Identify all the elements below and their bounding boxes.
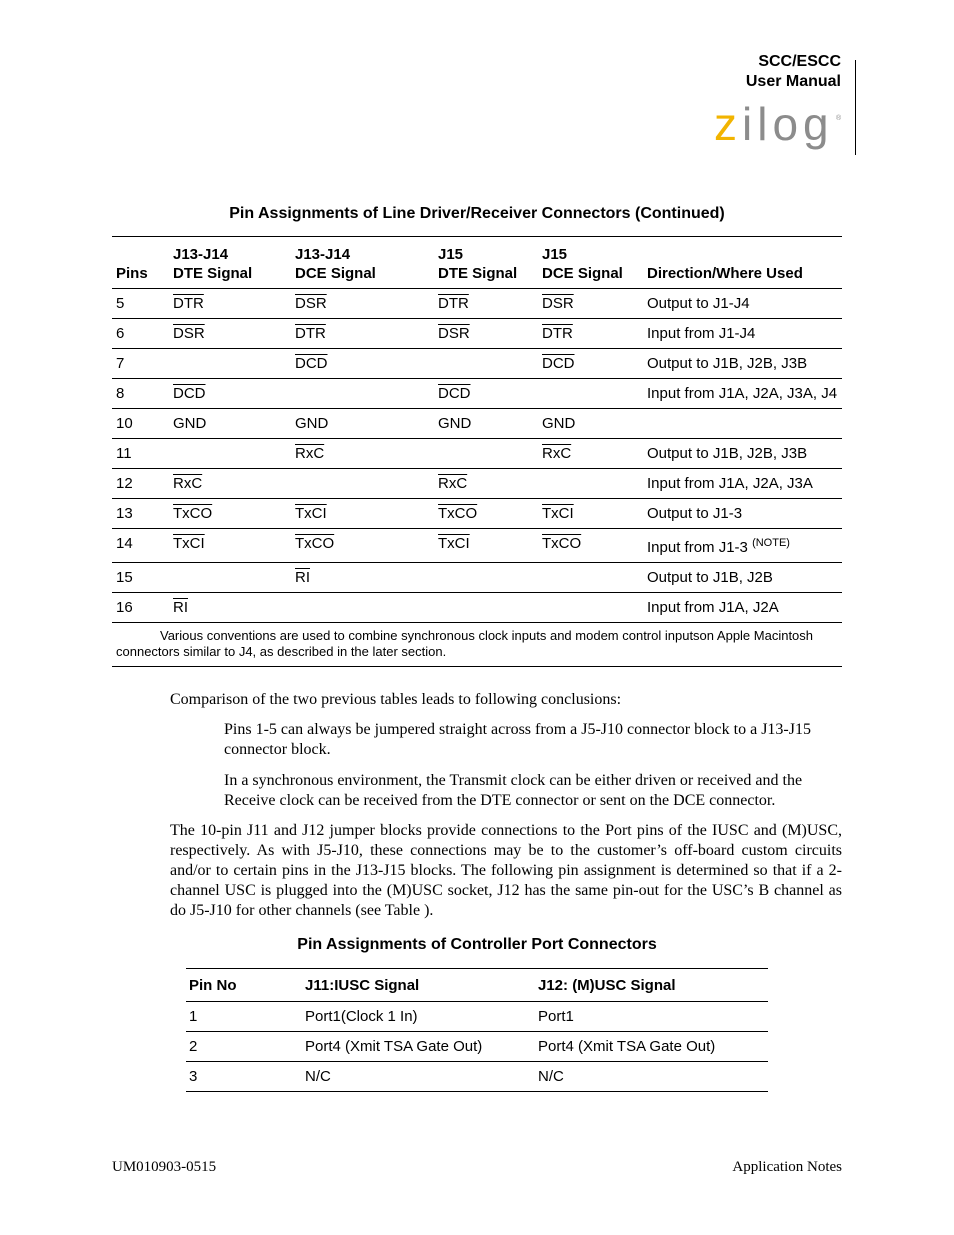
pin-cell: 14 — [112, 529, 169, 563]
signal-cell — [169, 563, 291, 593]
direction-cell: Input from J1-J4 — [643, 319, 842, 349]
table-row — [112, 409, 842, 439]
table-row — [112, 469, 842, 499]
signal-cell — [434, 439, 538, 469]
col-header-j15-dte: J15 DTE Signal — [434, 237, 538, 289]
pin-cell: 13 — [112, 499, 169, 529]
signal-cell: TxCO — [538, 529, 643, 563]
signal-cell: TxCO — [434, 499, 538, 529]
direction-cell: Input from J1A, J2A, J3A, J4 — [643, 379, 842, 409]
body-paragraph: The 10-pin J11 and J12 jumper blocks provide connections to the Port pins of the IUSC and (M)USC, respectively. As with J5-J10, these connections may be to the customer’s off-board custom circuits and/or to certain pins in the J13-J15 blocks. The following pin assignment is determined so that if a 2-channel USC is plugged into the (M)USC socket, J12 has the same pin-out for the USC’s B channel as do J5-J10 for other channels (see Table ). — [170, 822, 842, 919]
table-row — [112, 563, 842, 593]
table1-caption: Pin Assignments of Line Driver/Receiver Connectors (Continued) — [229, 205, 725, 222]
signal-cell: $\overline{DTR}$ — [538, 319, 643, 349]
signal-cell: GND — [169, 409, 291, 439]
direction-cell: Output to J1B, J2B, J3B — [643, 349, 842, 379]
document-header — [746, 52, 841, 92]
controller-port-table — [186, 968, 768, 1092]
pin-cell: 7 — [112, 349, 169, 379]
pin-cell: 11 — [112, 439, 169, 469]
signal-cell — [538, 469, 643, 499]
direction-cell: Input from J1A, J2A, J3A — [643, 469, 842, 499]
table-row — [112, 529, 842, 563]
col-header-direction: Direction/Where Used — [643, 237, 842, 289]
footer-section: Application Notes — [732, 1159, 842, 1175]
signal-cell — [434, 563, 538, 593]
table2-caption: Pin Assignments of Controller Port Connectors — [297, 936, 657, 953]
direction-cell: Output to J1-J4 — [643, 289, 842, 319]
table-row — [186, 1062, 768, 1092]
direction-cell: Output to J1-3 — [643, 499, 842, 529]
col-header-j15-dce: J15 DCE Signal — [538, 237, 643, 289]
col-header-j13-dte: J13-J14 DTE Signal — [169, 237, 291, 289]
signal-cell: $\overline{DSR}$ — [291, 289, 434, 319]
pin-cell: 12 — [112, 469, 169, 499]
signal-cell — [538, 379, 643, 409]
signal-cell: $\overline{RxC}$ — [434, 469, 538, 499]
signal-cell: Port1(Clock 1 In) — [302, 1002, 535, 1032]
table-row — [112, 499, 842, 529]
col-header-pins: Pins — [112, 237, 169, 289]
signal-cell: TxCO — [169, 499, 291, 529]
signal-cell: GND — [538, 409, 643, 439]
note-reference: (NOTE) — [752, 537, 790, 549]
direction-cell: Input from J1-3 $^{(NOTE)}$ — [643, 529, 842, 563]
pin-cell: 3 — [186, 1062, 302, 1092]
signal-cell: $\overline{RI}$ — [291, 563, 434, 593]
signal-cell — [169, 349, 291, 379]
signal-cell: TxCO — [291, 529, 434, 563]
table-row — [186, 1002, 768, 1032]
pin-cell: 1 — [186, 1002, 302, 1032]
signal-cell: N/C — [302, 1062, 535, 1092]
signal-cell: N/C — [535, 1062, 768, 1092]
signal-cell: $\overline{DSR}$ — [538, 289, 643, 319]
pin-cell: 2 — [186, 1032, 302, 1062]
signal-cell: Port1 — [535, 1002, 768, 1032]
signal-cell: TxCI — [291, 499, 434, 529]
signal-cell — [291, 469, 434, 499]
line-driver-pin-table — [112, 236, 842, 667]
signal-cell: $\overline{DCD}$ — [434, 379, 538, 409]
zilog-logo — [712, 104, 846, 158]
body-paragraph: Comparison of the two previous tables leads to following conclusions: — [170, 691, 622, 708]
table-note-row — [112, 623, 842, 667]
signal-cell — [538, 593, 643, 623]
pin-cell: 10 — [112, 409, 169, 439]
table-header-row — [186, 969, 768, 1002]
conclusion-paragraph: In a synchronous environment, the Transmit clock can be either driven or received and the Receive clock can be received from the DTE connector or sent on the DCE connector. — [224, 772, 803, 809]
table-header-row — [112, 237, 842, 289]
signal-cell — [169, 439, 291, 469]
signal-cell — [538, 563, 643, 593]
signal-cell: TxCI — [169, 529, 291, 563]
signal-cell — [434, 593, 538, 623]
signal-cell: $\overline{DCD}$ — [169, 379, 291, 409]
table-row — [186, 1032, 768, 1062]
table-row — [112, 289, 842, 319]
signal-cell: GND — [434, 409, 538, 439]
pin-cell: 6 — [112, 319, 169, 349]
table-note: Various conventions are used to combine synchronous clock inputs and modem control inputson Apple Macintosh connectors similar to J4, as described in the later section. — [112, 623, 842, 667]
direction-cell: Output to J1B, J2B — [643, 563, 842, 593]
table-row — [112, 379, 842, 409]
signal-cell: $\overline{DCD}$ — [291, 349, 434, 379]
signal-cell — [291, 379, 434, 409]
footer-doc-id: UM010903-0515 — [112, 1159, 217, 1175]
pin-cell: 16 — [112, 593, 169, 623]
direction-cell: Input from J1A, J2A — [643, 593, 842, 623]
registered-mark: ® — [836, 115, 842, 122]
signal-cell: $\overline{DTR}$ — [169, 289, 291, 319]
signal-cell: $\overline{RxC}$ — [291, 439, 434, 469]
direction-cell: Output to J1B, J2B, J3B — [643, 439, 842, 469]
logo-wordmark: zilog — [714, 104, 834, 150]
signal-cell: TxCI — [538, 499, 643, 529]
signal-cell: Port4 (Xmit TSA Gate Out) — [535, 1032, 768, 1062]
col-header-j11: J11:IUSC Signal — [302, 969, 535, 1002]
signal-cell: TxCI — [434, 529, 538, 563]
signal-cell: $\overline{DTR}$ — [291, 319, 434, 349]
table-row — [112, 439, 842, 469]
signal-cell: $\overline{DCD}$ — [538, 349, 643, 379]
col-header-j12: J12: (M)USC Signal — [535, 969, 768, 1002]
manual-title: User Manual — [745, 73, 841, 90]
signal-cell: $\overline{DSR}$ — [169, 319, 291, 349]
table-row — [112, 319, 842, 349]
col-header-j13-dce: J13-J14 DCE Signal — [291, 237, 434, 289]
pin-cell: 5 — [112, 289, 169, 319]
pin-cell: 15 — [112, 563, 169, 593]
product-name: SCC/ESCC — [758, 53, 841, 70]
signal-cell: $\overline{DTR}$ — [434, 289, 538, 319]
col-header-pin-no: Pin No — [186, 969, 302, 1002]
signal-cell: Port4 (Xmit TSA Gate Out) — [302, 1032, 535, 1062]
conclusion-paragraph: Pins 1-5 can always be jumpered straight across from a J5-J10 connector block to a J13-J15 connector block. — [224, 721, 811, 758]
signal-cell: $\overline{DSR}$ — [434, 319, 538, 349]
table-row — [112, 349, 842, 379]
pin-cell: 8 — [112, 379, 169, 409]
signal-cell — [291, 593, 434, 623]
signal-cell: GND — [291, 409, 434, 439]
signal-cell: $\overline{RI}$ — [169, 593, 291, 623]
signal-cell: $\overline{RxC}$ — [169, 469, 291, 499]
header-divider — [855, 60, 856, 155]
table-row — [112, 593, 842, 623]
direction-cell — [643, 409, 842, 439]
signal-cell: $\overline{RxC}$ — [538, 439, 643, 469]
signal-cell — [434, 349, 538, 379]
